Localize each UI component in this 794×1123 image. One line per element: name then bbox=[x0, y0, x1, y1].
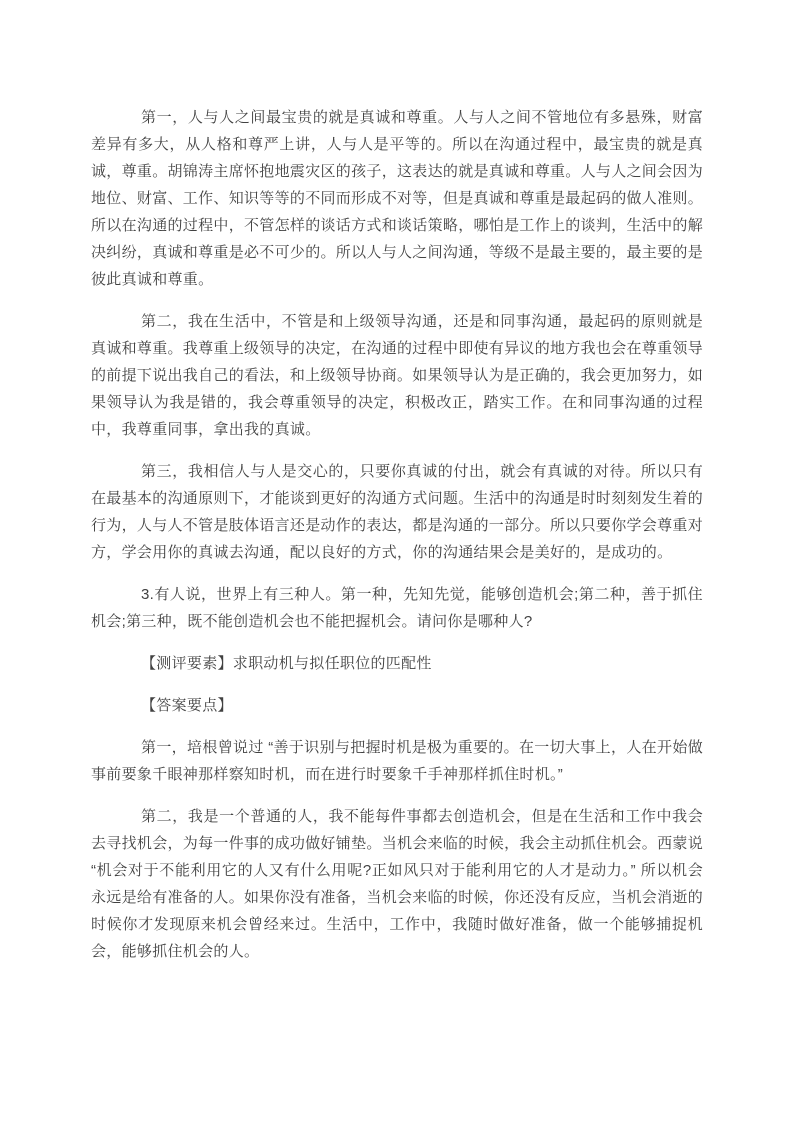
answer-point-2: 第二，我在生活中，不管是和上级领导沟通，还是和同事沟通，最起码的原则就是真诚和尊重。我尊重上级领导的决定，在沟通的过程中即使有异议的地方我也会在尊重领导的前提下说出我自己的看法，和上级领导协商。如果领导认为是正确的，我会更加努力，如果领导认为我是错的，我会尊重领导的决定，积极改正，踏实工作。在和同事沟通的过程中，我尊重同事，拿出我的真诚。 bbox=[91, 313, 704, 438]
answer-point-3: 第三，我相信人与人是交心的，只要你真诚的付出，就会有真诚的对待。所以只有在最基本的沟通原则下，才能谈到更好的沟通方式问题。生活中的沟通是时时刻刻发生着的行为，人与人不管是肢体语言还是动作的表达，都是沟通的一部分。所以只要你学会尊重对方，学会用你的真诚去沟通，配以良好的方式，你的沟通结果会是美好的，是成功的。 bbox=[91, 463, 704, 561]
question-3-answer-point-2: 第二，我是一个普通的人，我不能每件事都去创造机会，但是在生活和工作中我会去寻找机会，为每一件事的成功做好铺垫。当机会来临的时候，我会主动抓住机会。西蒙说 “机会对于不能利用它的人又有什么用呢?正如风只对于能利用它的人才是动力。” 所以机会永远是给有准备的人。如果你没有准备，当机会来临的时候，你还没有反应，当机会消逝的时候你才发现原来机会曾经来过。生活中，工作中，我随时做好准备，做一个能够捕捉机会，能够抓住机会的人。 bbox=[91, 808, 704, 960]
question-3: 3.有人说，世界上有三种人。第一种，先知先觉，能够创造机会;第二种，善于抓住机会;第三种，既不能创造机会也不能把握机会。请问你是哪种人? bbox=[91, 586, 703, 630]
assessment-element-label: 【测评要素】求职动机与拟任职位的匹配性 bbox=[141, 655, 432, 672]
question-3-answer-point-1: 第一，培根曾说过 “善于识别与把握时机是极为重要的。在一切大事上，人在开始做事前要象千眼神那样察知时机，而在进行时要象千手神那样抓住时机。” bbox=[91, 739, 703, 783]
answer-points-heading: 【答案要点】 bbox=[141, 697, 233, 714]
answer-point-1: 第一，人与人之间最宝贵的就是真诚和尊重。人与人之间不管地位有多悬殊，财富差异有多大，从人格和尊严上讲，人与人是平等的。所以在沟通过程中，最宝贵的就是真诚，尊重。胡锦涛主席怀抱地震灾区的孩子，这表达的就是真诚和尊重。人与人之间会因为地位、财富、工作、知识等等的不同而形成不对等，但是真诚和尊重是最起码的做人准则。所以在沟通的过程中，不管怎样的谈话方式和谈话策略，哪怕是工作上的谈判，生活中的解决纠纷，真诚和尊重是必不可少的。所以人与人之间沟通，等级不是最主要的，最主要的是彼此真诚和尊重。 bbox=[91, 109, 704, 288]
